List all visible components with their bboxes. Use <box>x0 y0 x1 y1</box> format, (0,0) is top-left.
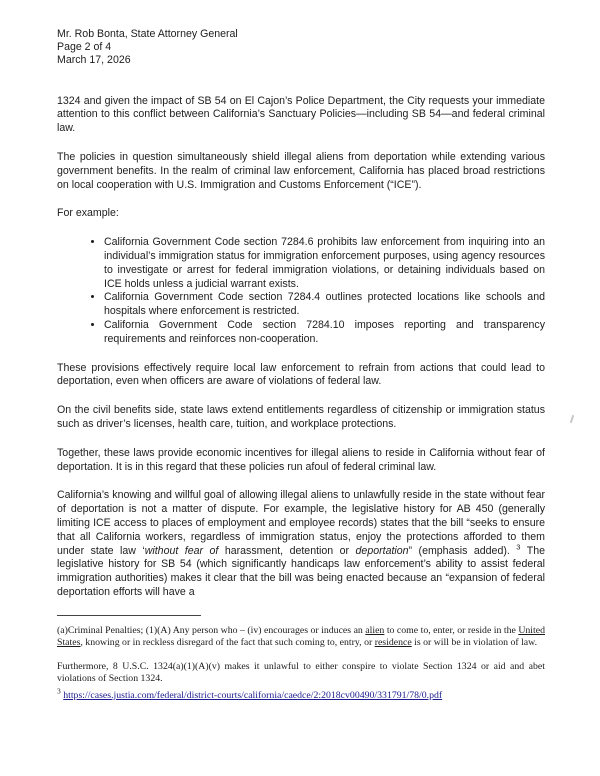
date-line: March 17, 2026 <box>57 54 131 67</box>
paragraph-provisions: These provisions effectively require local law enforcement to refrain from actions that could lead to deportation, even when officers are aware of violations of federal law. <box>57 361 545 388</box>
underlined-run: residence <box>374 637 412 649</box>
recipient-line: Mr. Rob Bonta, State Attorney General <box>57 28 238 40</box>
paragraph-legislative-history <box>57 489 545 599</box>
letter-body <box>57 95 545 600</box>
underlined-run: United States <box>57 624 545 649</box>
text-run: harassment, detention or <box>218 544 356 557</box>
paragraph-policies: The policies in question simultaneously shield illegal aliens from deportation while extending various government benefits. In the realm of criminal law enforcement, California has placed broad restrictions on local cooperation with U.S. Immigration and Customs Enforcement (“ICE”). <box>57 151 545 191</box>
bullet-list <box>57 236 545 346</box>
footnotes-section <box>57 615 545 703</box>
bullet-item-7284-4: • California Government Code section 7284.4 outlines protected locations like schools and hospitals where enforcement is restricted. <box>104 291 545 319</box>
italic-run: deportation <box>355 544 409 557</box>
paragraph-civil-benefits: On the civil benefits side, state laws extend entitlements regardless of citizenship or immigration status such as driver’s licenses, health care, tuition, and workplace protections. <box>57 404 545 430</box>
footnote-reference-3: 3 <box>516 542 521 551</box>
text-run: is or will be in violation of law. <box>411 637 538 649</box>
text-run: to come to, enter, or reside in the <box>384 624 519 636</box>
footnote-criminal-penalties <box>57 625 545 650</box>
paragraph-intro: 1324 and given the impact of SB 54 on El Cajon’s Police Department, the City requests your immediate attention to this conflict between California’s Sanctuary Policies—including SB 54—and federal criminal law. <box>57 94 545 135</box>
text-run: ” (emphasis added). <box>408 544 517 557</box>
for-example-line: For example: <box>57 207 119 220</box>
text-run: , knowing or in reckless disregard of the fact that such coming to, entry, or <box>80 637 375 649</box>
footnote-3-marker: 3 <box>57 687 61 697</box>
italic-run: without fear of <box>144 544 219 557</box>
footnote-separator <box>57 615 201 616</box>
text-run: (a)Criminal Penalties; (1)(A) Any person who – (iv) encourages or induces an <box>57 624 366 636</box>
bullet-item-7284-6: • California Government Code section 7284.6 prohibits law enforcement from inquiring into an individual’s immigration status for immigration enforcement purposes, using agency resources to investigate or arrest for federal immigration violations, or detaining individuals based on ICE holds unless a judicial warrant exists. <box>104 236 545 291</box>
text-run: California’s knowing and willful goal of allowing illegal aliens to unlawfully reside in the state without fear of deportation is not a matter of dispute. For example, the legislative history for AB 450 (generally limiting ICE access to places of employment and employee records) states that the bill “seeks to ensure that all California workers, regardless of immigration status, enjoy the protections afforded to them under state law ‘ <box>57 489 545 557</box>
bullet-item-7284-10: • California Government Code section 7284.10 imposes reporting and transparency requirements and reinforces non-cooperation. <box>104 319 545 347</box>
footnote-link[interactable]: https://cases.justia.com/federal/district-courts/california/caedce/2:2018cv00490/331791/78/0.pdf <box>63 690 443 702</box>
footnote-3-citation <box>57 687 545 702</box>
footnote-furthermore: Furthermore, 8 U.S.C. 1324(a)(1)(A)(v) makes it unlawful to either conspire to violate Section 1324 or aid and abet violations of Section 1324. <box>57 660 545 684</box>
scan-artifact <box>570 415 574 423</box>
text-run: The legislative history for SB 54 (which significantly handicaps law enforcement’s ability to assist federal immigration authorities) makes it clear that the bill was being enacted because an “expansion of federal deportation efforts will have a <box>57 544 546 598</box>
underlined-run: alien <box>365 624 385 636</box>
letter-header <box>57 28 545 68</box>
page-number-line: Page 2 of 4 <box>57 41 112 54</box>
paragraph-together: Together, these laws provide economic incentives for illegal aliens to reside in California without fear of deportation. It is in this regard that these policies run afoul of federal criminal law. <box>57 446 545 473</box>
